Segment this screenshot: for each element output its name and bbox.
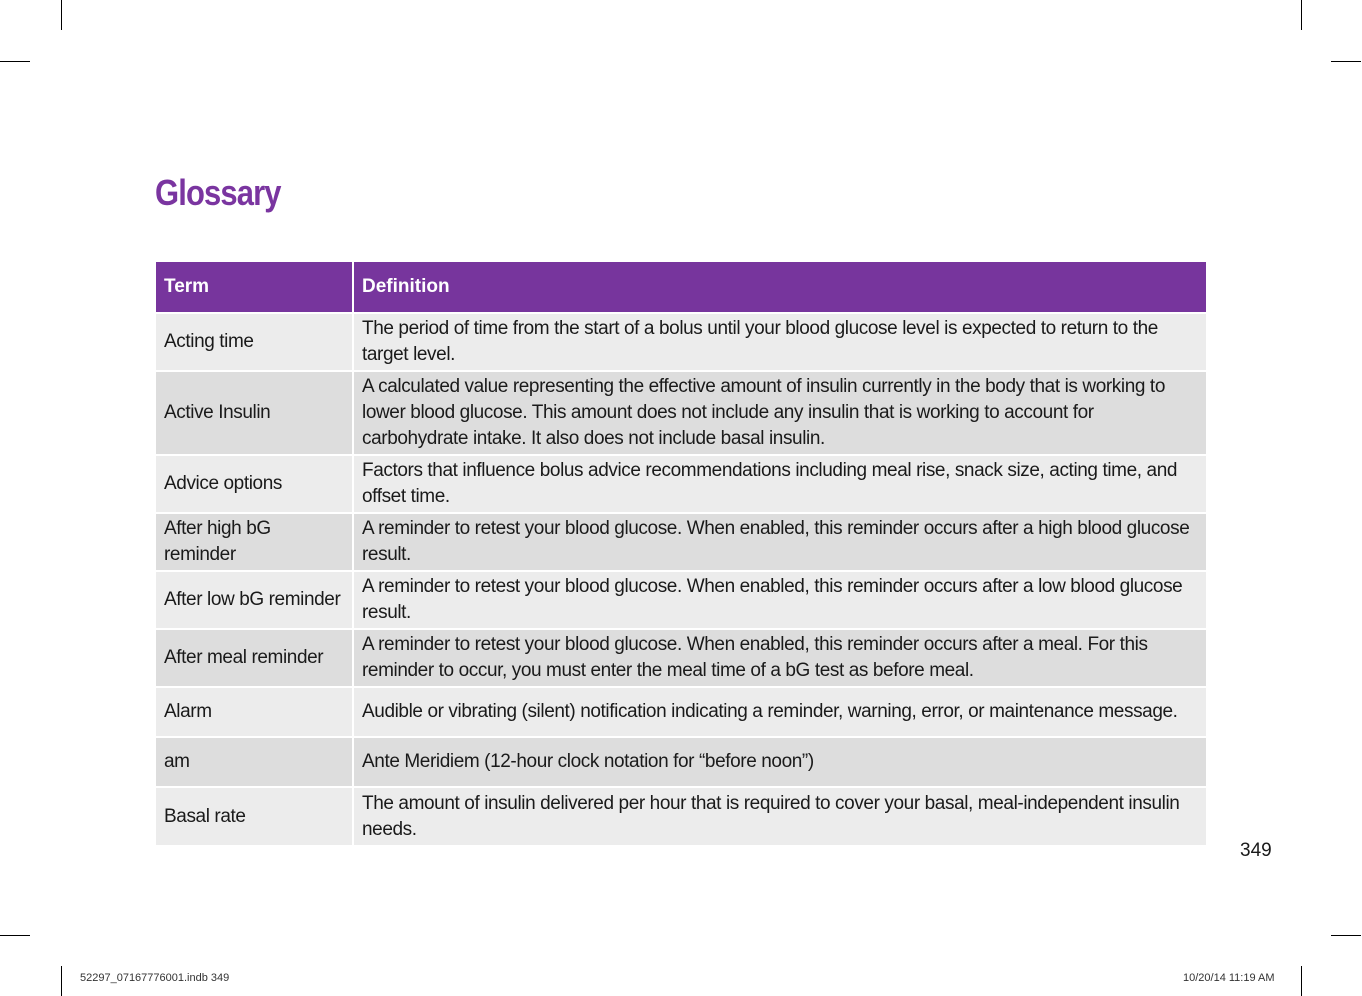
term-cell: Acting time xyxy=(156,313,353,371)
term-cell: After high bG reminder xyxy=(156,513,353,571)
crop-mark xyxy=(1331,61,1361,62)
crop-mark xyxy=(0,935,30,936)
table-header-row xyxy=(156,262,1206,313)
term-cell: Alarm xyxy=(156,687,353,737)
definition-cell: Factors that influence bolus advice recommendations including meal rise, snack size, acting time, and offset time. xyxy=(353,455,1206,513)
table-row xyxy=(156,313,1206,371)
column-header-definition: Definition xyxy=(353,262,1206,313)
definition-cell: A calculated value representing the effective amount of insulin currently in the body that is working to lower blood glucose. This amount does not include any insulin that is working to account for carbohydrate intake. It also does not include basal insulin. xyxy=(353,371,1206,455)
page-title: Glossary xyxy=(155,172,281,213)
definition-cell: A reminder to retest your blood glucose. When enabled, this reminder occurs after a low blood glucose result. xyxy=(353,571,1206,629)
table-row xyxy=(156,371,1206,455)
crop-mark xyxy=(61,966,62,996)
term-cell: After low bG reminder xyxy=(156,571,353,629)
definition-cell: Audible or vibrating (silent) notification indicating a reminder, warning, error, or maintenance message. xyxy=(353,687,1206,737)
definition-cell: The amount of insulin delivered per hour that is required to cover your basal, meal-independent insulin needs. xyxy=(353,787,1206,845)
crop-mark xyxy=(1331,935,1361,936)
crop-mark xyxy=(0,61,30,62)
crop-mark xyxy=(1301,966,1302,996)
table-row xyxy=(156,629,1206,687)
definition-cell: The period of time from the start of a bolus until your blood glucose level is expected to return to the target level. xyxy=(353,313,1206,371)
column-header-term: Term xyxy=(156,262,353,313)
page-number: 349 xyxy=(1240,840,1272,861)
table-row xyxy=(156,571,1206,629)
table-row xyxy=(156,513,1206,571)
term-cell: After meal reminder xyxy=(156,629,353,687)
term-cell: Advice options xyxy=(156,455,353,513)
definition-cell: Ante Meridiem (12-hour clock notation for “before noon”) xyxy=(353,737,1206,787)
table-row xyxy=(156,787,1206,845)
term-cell: am xyxy=(156,737,353,787)
definition-cell: A reminder to retest your blood glucose. When enabled, this reminder occurs after a high blood glucose result. xyxy=(353,513,1206,571)
table-row xyxy=(156,455,1206,513)
term-cell: Basal rate xyxy=(156,787,353,845)
table-row xyxy=(156,737,1206,787)
print-slug-file: 52297_07167776001.indb 349 xyxy=(80,972,230,984)
crop-mark xyxy=(1301,0,1302,30)
table-row xyxy=(156,687,1206,737)
definition-cell: A reminder to retest your blood glucose. When enabled, this reminder occurs after a meal. For this reminder to occur, you must enter the meal time of a bG test as before meal. xyxy=(353,629,1206,687)
term-cell: Active Insulin xyxy=(156,371,353,455)
glossary-table xyxy=(156,262,1206,845)
crop-mark xyxy=(61,0,62,30)
print-slug-date: 10/20/14 11:19 AM xyxy=(1183,972,1275,984)
